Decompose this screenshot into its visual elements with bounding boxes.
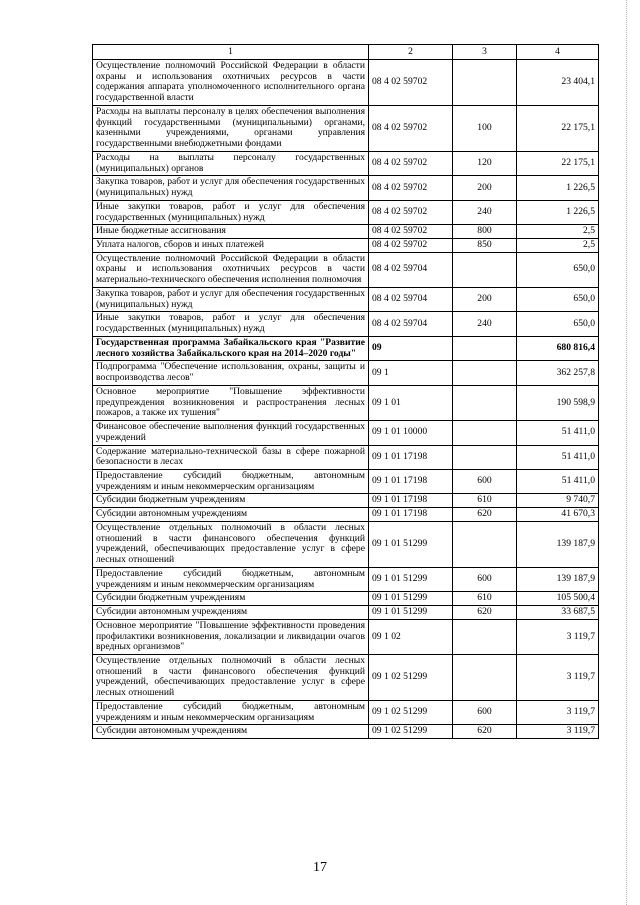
row-code: 08 4 02 59704 [369, 252, 453, 287]
row-code: 09 1 01 10000 [369, 421, 453, 445]
row-expense-type: 100 [453, 105, 517, 151]
table-row [93, 700, 599, 724]
row-expense-type: 800 [453, 225, 517, 239]
row-code: 09 1 02 51299 [369, 725, 453, 739]
table-row [93, 225, 599, 239]
table-row [93, 508, 599, 522]
table-row [93, 619, 599, 654]
row-code: 09 1 01 17198 [369, 445, 453, 469]
table-row [93, 252, 599, 287]
row-code: 08 4 02 59702 [369, 151, 453, 175]
row-code: 09 1 [369, 361, 453, 385]
table-row [93, 521, 599, 567]
row-amount: 362 257,8 [517, 361, 599, 385]
row-name: Основное мероприятие "Повышение эффективности предупреждения возникновения и распространения лесных пожаров, а также их тушения" [93, 385, 369, 420]
row-amount: 33 687,5 [517, 606, 599, 620]
table-row [93, 361, 599, 385]
row-name: Осуществление отдельных полномочий в области лесных отношений в части финансового обеспечения функций учреждений, обеспечивающих предоставление услуг в сфере лесных отношений [93, 654, 369, 700]
row-expense-type [453, 361, 517, 385]
row-name: Содержание материально-технической базы в сфере пожарной безопасности в лесах [93, 445, 369, 469]
table-row [93, 105, 599, 151]
row-amount: 650,0 [517, 312, 599, 336]
table-row [93, 312, 599, 336]
row-code: 09 1 01 51299 [369, 606, 453, 620]
table-row [93, 494, 599, 508]
row-amount: 190 598,9 [517, 385, 599, 420]
row-amount: 23 404,1 [517, 60, 599, 106]
row-expense-type: 610 [453, 592, 517, 606]
row-expense-type [453, 654, 517, 700]
row-name: Иные закупки товаров, работ и услуг для обеспечения государственных (муниципальных) нужд [93, 200, 369, 224]
row-expense-type [453, 421, 517, 445]
row-amount: 22 175,1 [517, 151, 599, 175]
table-row [93, 445, 599, 469]
row-code: 08 4 02 59702 [369, 105, 453, 151]
row-code: 08 4 02 59704 [369, 287, 453, 311]
row-amount: 3 119,7 [517, 619, 599, 654]
row-expense-type: 600 [453, 700, 517, 724]
table-row [93, 592, 599, 606]
row-name: Расходы на выплаты персоналу в целях обеспечения выполнения функций государственными (муниципальными) органами, казенными учреждениями, органами управления государственными внебюджетными фондами [93, 105, 369, 151]
row-expense-type: 850 [453, 239, 517, 253]
budget-table [92, 44, 599, 739]
row-amount: 2,5 [517, 239, 599, 253]
row-name: Иные закупки товаров, работ и услуг для обеспечения государственных (муниципальных) нужд [93, 312, 369, 336]
row-amount: 51 411,0 [517, 421, 599, 445]
row-name: Осуществление отдельных полномочий в области лесных отношений в части финансового обеспечения функций учреждений, обеспечивающих предоставление услуг в сфере лесных отношений [93, 521, 369, 567]
row-amount: 139 187,9 [517, 521, 599, 567]
row-code: 08 4 02 59704 [369, 312, 453, 336]
row-amount: 650,0 [517, 252, 599, 287]
row-expense-type [453, 385, 517, 420]
row-name: Предоставление субсидий бюджетным, автономным учреждениям и иным некоммерческим организациям [93, 469, 369, 493]
row-expense-type: 600 [453, 469, 517, 493]
row-amount: 680 816,4 [517, 336, 599, 360]
row-code: 09 1 01 17198 [369, 469, 453, 493]
row-code: 09 1 02 51299 [369, 700, 453, 724]
table-row [93, 469, 599, 493]
row-expense-type [453, 445, 517, 469]
table-row [93, 287, 599, 311]
row-name: Субсидии автономным учреждениям [93, 508, 369, 522]
header-col-2: 2 [369, 45, 453, 60]
table-row [93, 200, 599, 224]
row-code: 08 4 02 59702 [369, 200, 453, 224]
table-row [93, 60, 599, 106]
row-expense-type: 200 [453, 176, 517, 200]
row-expense-type [453, 336, 517, 360]
row-amount: 1 226,5 [517, 176, 599, 200]
row-amount: 3 119,7 [517, 700, 599, 724]
row-expense-type: 120 [453, 151, 517, 175]
row-amount: 139 187,9 [517, 567, 599, 591]
row-amount: 3 119,7 [517, 654, 599, 700]
row-code: 09 1 02 [369, 619, 453, 654]
row-name: Предоставление субсидий бюджетным, автономным учреждениям и иным некоммерческим организациям [93, 700, 369, 724]
row-code: 08 4 02 59702 [369, 225, 453, 239]
row-expense-type: 620 [453, 725, 517, 739]
row-name: Субсидии автономным учреждениям [93, 606, 369, 620]
row-amount: 51 411,0 [517, 469, 599, 493]
row-code: 09 1 01 51299 [369, 567, 453, 591]
row-name: Субсидии бюджетным учреждениям [93, 494, 369, 508]
header-col-1: 1 [93, 45, 369, 60]
row-name: Расходы на выплаты персоналу государственных (муниципальных) органов [93, 151, 369, 175]
table-row [93, 654, 599, 700]
row-name: Государственная программа Забайкальского края "Развитие лесного хозяйства Забайкальского края на 2014–2020 годы" [93, 336, 369, 360]
row-expense-type: 200 [453, 287, 517, 311]
row-amount: 105 500,4 [517, 592, 599, 606]
row-amount: 1 226,5 [517, 200, 599, 224]
page-number: 17 [313, 860, 327, 875]
row-amount: 650,0 [517, 287, 599, 311]
header-col-3: 3 [453, 45, 517, 60]
row-code: 09 1 01 51299 [369, 592, 453, 606]
row-name: Осуществление полномочий Российской Федерации в области охраны и использования охотничьих ресурсов в части материально-технического обеспечения исполнения полномочия [93, 252, 369, 287]
row-expense-type [453, 252, 517, 287]
row-amount: 3 119,7 [517, 725, 599, 739]
row-code: 09 1 01 17198 [369, 494, 453, 508]
header-col-4: 4 [517, 45, 599, 60]
row-name: Уплата налогов, сборов и иных платежей [93, 239, 369, 253]
row-code: 09 1 01 51299 [369, 521, 453, 567]
row-code: 08 4 02 59702 [369, 239, 453, 253]
row-expense-type [453, 521, 517, 567]
row-expense-type: 620 [453, 508, 517, 522]
row-name: Предоставление субсидий бюджетным, автономным учреждениям и иным некоммерческим организациям [93, 567, 369, 591]
row-amount: 22 175,1 [517, 105, 599, 151]
row-expense-type: 600 [453, 567, 517, 591]
table-row [93, 336, 599, 360]
row-expense-type [453, 60, 517, 106]
row-code: 09 [369, 336, 453, 360]
table-row [93, 176, 599, 200]
row-code: 09 1 01 [369, 385, 453, 420]
table-row [93, 385, 599, 420]
row-name: Закупка товаров, работ и услуг для обеспечения государственных (муниципальных) нужд [93, 176, 369, 200]
row-amount: 41 670,3 [517, 508, 599, 522]
row-expense-type [453, 619, 517, 654]
row-amount: 51 411,0 [517, 445, 599, 469]
row-name: Финансовое обеспечение выполнения функций государственных учреждений [93, 421, 369, 445]
row-code: 08 4 02 59702 [369, 176, 453, 200]
row-name: Основное мероприятие "Повышение эффективности проведения профилактики возникновения, локализации и ликвидации очагов вредных организмов" [93, 619, 369, 654]
table-row [93, 606, 599, 620]
table-row [93, 151, 599, 175]
table-row [93, 725, 599, 739]
row-amount: 2,5 [517, 225, 599, 239]
row-name: Субсидии автономным учреждениям [93, 725, 369, 739]
row-name: Подпрограмма "Обеспечение использования, охраны, защиты и воспроизводства лесов" [93, 361, 369, 385]
row-expense-type: 240 [453, 200, 517, 224]
table-row [93, 421, 599, 445]
row-amount: 9 740,7 [517, 494, 599, 508]
row-expense-type: 610 [453, 494, 517, 508]
row-name: Иные бюджетные ассигнования [93, 225, 369, 239]
table-row [93, 239, 599, 253]
header-row [93, 45, 599, 60]
row-name: Осуществление полномочий Российской Федерации в области охраны и использования охотничьих ресурсов в части содержания аппарата уполномоченного исполнительного органа государственной власти [93, 60, 369, 106]
scan-edge-line [626, 0, 628, 905]
row-expense-type: 620 [453, 606, 517, 620]
row-code: 09 1 02 51299 [369, 654, 453, 700]
row-expense-type: 240 [453, 312, 517, 336]
table-row [93, 567, 599, 591]
row-code: 09 1 01 17198 [369, 508, 453, 522]
row-name: Субсидии бюджетным учреждениям [93, 592, 369, 606]
row-code: 08 4 02 59702 [369, 60, 453, 106]
row-name: Закупка товаров, работ и услуг для обеспечения государственных (муниципальных) нужд [93, 287, 369, 311]
